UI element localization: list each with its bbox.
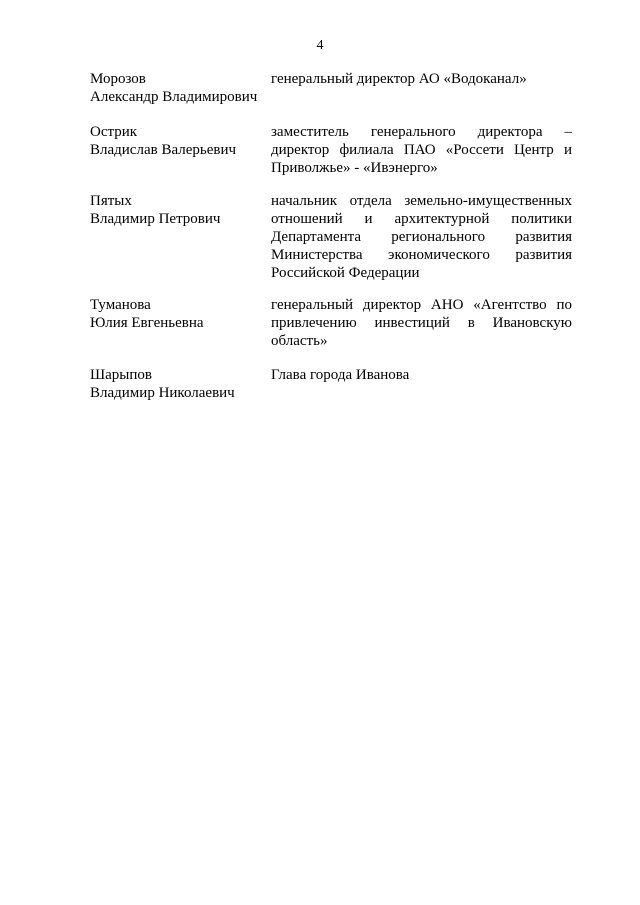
member-given-names: Владимир Петрович bbox=[90, 211, 221, 227]
member-given-names: Юлия Евгеньевна bbox=[90, 315, 204, 331]
member-name bbox=[90, 70, 265, 106]
member-surname: Шарыпов bbox=[90, 367, 152, 383]
member-surname: Туманова bbox=[90, 297, 151, 313]
page-number: 4 bbox=[316, 38, 324, 53]
member-given-names: Владимир Николаевич bbox=[90, 385, 235, 401]
member-given-names: Александр Владимирович bbox=[90, 89, 258, 105]
member-surname: Пятых bbox=[90, 193, 132, 209]
member-position: Глава города Иванова bbox=[271, 367, 410, 383]
member-position: заместитель генерального директора – директор филиала ПАО «Россети Центр и Приволжье» - «Ивэнерго» bbox=[271, 124, 572, 176]
member-name bbox=[90, 123, 265, 159]
member-position: генеральный директор АО «Водоканал» bbox=[271, 71, 527, 87]
member-given-names: Владислав Валерьевич bbox=[90, 142, 237, 158]
member-position: начальник отдела земельно-имущественных отношений и архитектурной политики Департамента регионального развития Министерства экономического развития Российской Федерации bbox=[271, 193, 572, 281]
member-surname: Морозов bbox=[90, 71, 146, 87]
member-name bbox=[90, 366, 265, 402]
member-position: генеральный директор АНО «Агентство по привлечению инвестиций в Ивановскую область» bbox=[271, 297, 572, 349]
member-name bbox=[90, 296, 265, 332]
member-surname: Острик bbox=[90, 124, 138, 140]
member-name bbox=[90, 192, 265, 228]
